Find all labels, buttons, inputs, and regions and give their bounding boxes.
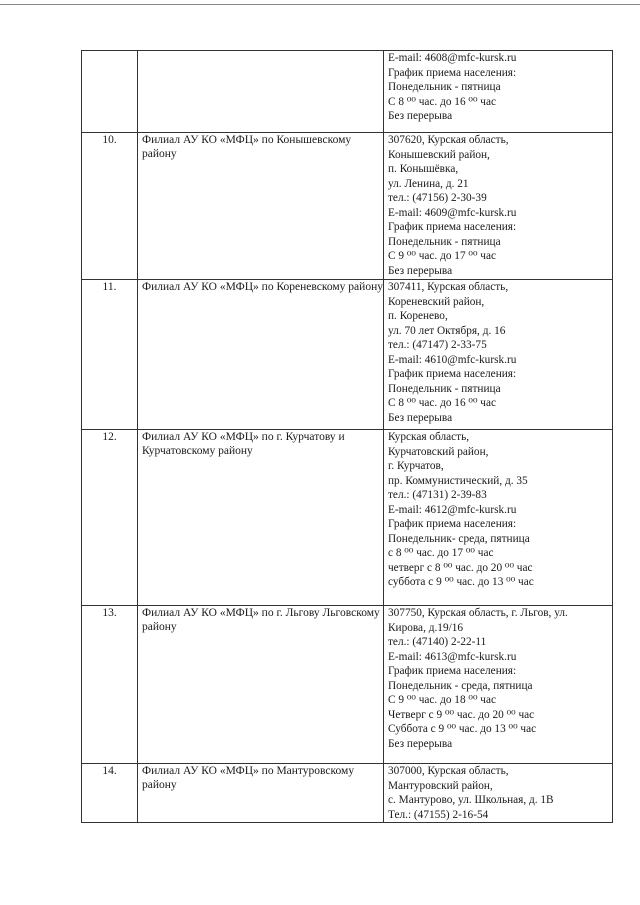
contact-line: График приема населения: — [388, 66, 517, 79]
contact-line: Суббота с 9 ⁰⁰ час. до 13 ⁰⁰ час — [388, 723, 537, 735]
contact-line: Понедельник - пятница — [388, 235, 501, 248]
table-row — [82, 280, 613, 430]
contact-line: тел.: (47131) 2-39-83 — [388, 489, 487, 501]
contact-line: Понедельник - пятница — [388, 81, 501, 93]
contact-line: E-mail: 4610@mfc-kursk.ru — [388, 353, 517, 366]
branch-contact-info — [384, 51, 613, 133]
row-number — [82, 51, 138, 133]
contact-line: Конышевский район, — [388, 148, 490, 161]
contact-line: тел.: (47147) 2-33-75 — [388, 339, 487, 351]
branch-name: Филиал АУ КО «МФЦ» по г. Курчатову и Курчатовскому району — [138, 430, 384, 606]
row-number: 10. — [82, 133, 138, 280]
contact-line: четверг с 8 ⁰⁰ час. до 20 ⁰⁰ час — [388, 561, 533, 574]
page-top-rule — [0, 4, 640, 5]
contact-line: суббота с 9 ⁰⁰ час. до 13 ⁰⁰ час — [388, 576, 534, 588]
contact-line: Понедельник- среда, пятница — [388, 532, 530, 545]
contact-line: тел.: (47140) 2-22-11 — [388, 636, 487, 648]
contact-line: с. Мантурово, ул. Школьная, д. 1В — [388, 794, 554, 806]
mfc-branches-table — [81, 50, 613, 823]
contact-line: Кореневский район, — [388, 295, 485, 308]
contact-line: Курчатовский район, — [388, 445, 489, 458]
branch-contact-info — [384, 133, 613, 280]
contact-line: С 8 ⁰⁰ час. до 16 ⁰⁰ час — [388, 397, 497, 409]
table-row — [82, 51, 613, 133]
contact-line: 307750, Курская область, г. Льгов, ул. — [388, 607, 568, 619]
contact-line: График приема населения: — [388, 518, 517, 530]
contact-line: С 9 ⁰⁰ час. до 18 ⁰⁰ час — [388, 694, 497, 706]
contact-line: Понедельник - среда, пятница — [388, 679, 533, 692]
branch-name: Филиал АУ КО «МФЦ» по Кореневскому району — [138, 280, 384, 430]
contact-line: Без перерыва — [388, 737, 453, 750]
contact-line: п. Коренево, — [388, 310, 448, 322]
contact-line: п. Конышёвка, — [388, 163, 459, 175]
contact-line: E-mail: 4608@mfc-kursk.ru — [388, 52, 517, 64]
contact-line: Четверг с 9 ⁰⁰ час. до 20 ⁰⁰ час — [388, 708, 535, 721]
branch-name: Филиал АУ КО «МФЦ» по Конышевскому району — [138, 133, 384, 280]
contact-line: График приема населения: — [388, 221, 517, 233]
contact-line: тел.: (47156) 2-30-39 — [388, 192, 487, 204]
row-number: 14. — [82, 764, 138, 823]
contact-line: E-mail: 4613@mfc-kursk.ru — [388, 650, 517, 663]
contact-line: с 8 ⁰⁰ час. до 17 ⁰⁰ час — [388, 547, 494, 559]
contact-line: Понедельник - пятница — [388, 382, 501, 395]
branch-contact-info — [384, 764, 613, 823]
contact-line: Курская область, — [388, 431, 470, 443]
branch-contact-info — [384, 280, 613, 430]
contact-line: E-mail: 4612@mfc-kursk.ru — [388, 503, 517, 516]
contact-line: Тел.: (47155) 2-16-54 — [388, 808, 489, 821]
table-row — [82, 430, 613, 606]
branch-contact-info — [384, 606, 613, 764]
contact-line: 307411, Курская область, — [388, 281, 509, 293]
contact-line: г. Курчатов, — [388, 460, 444, 472]
row-number: 13. — [82, 606, 138, 764]
contact-line: Без перерыва — [388, 264, 453, 277]
contact-line: ул. Ленина, д. 21 — [388, 177, 469, 190]
contact-line: Кирова, д.19/16 — [388, 621, 464, 634]
contact-line: E-mail: 4609@mfc-kursk.ru — [388, 206, 517, 219]
contact-line: С 9 ⁰⁰ час. до 17 ⁰⁰ час — [388, 250, 497, 262]
contact-line: Мантуровский район, — [388, 779, 493, 792]
contact-line: 307620, Курская область, — [388, 134, 509, 146]
contact-line: 307000, Курская область, — [388, 765, 509, 777]
row-number: 11. — [82, 280, 138, 430]
branch-name: Филиал АУ КО «МФЦ» по г. Льгову Льговскому району — [138, 606, 384, 764]
branch-name — [138, 51, 384, 133]
branch-contact-info — [384, 430, 613, 606]
branch-name: Филиал АУ КО «МФЦ» по Мантуровскому району — [138, 764, 384, 823]
contact-line: График приема населения: — [388, 665, 517, 677]
contact-line: График приема населения: — [388, 368, 517, 380]
row-number: 12. — [82, 430, 138, 606]
contact-line: С 8 ⁰⁰ час. до 16 ⁰⁰ час — [388, 95, 497, 108]
contact-line: ул. 70 лет Октября, д. 16 — [388, 324, 506, 337]
table-row — [82, 606, 613, 764]
contact-line: Без перерыва — [388, 110, 453, 122]
contact-line: Без перерыва — [388, 411, 453, 424]
contact-line: пр. Коммунистический, д. 35 — [388, 474, 528, 487]
table-row — [82, 133, 613, 280]
table-row — [82, 764, 613, 823]
